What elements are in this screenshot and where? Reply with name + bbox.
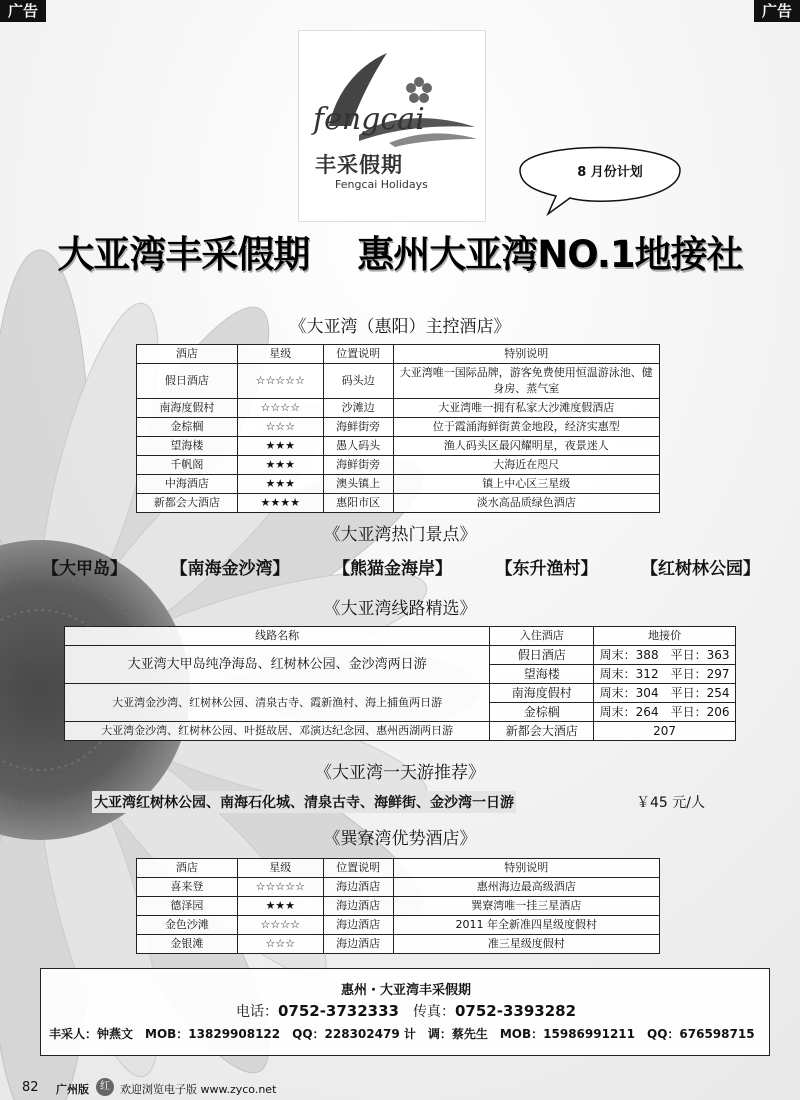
contact-people: 丰采人：钟燕文 MOB：13829908122 QQ：228302479 计 调：蔡先生 MOB：15986991211 QQ：676598715 (49, 1027, 755, 1041)
hotel-location: 惠阳市区 (323, 494, 393, 513)
xun-header-star: 星级 (237, 859, 323, 878)
table-row (137, 916, 660, 935)
hotel-note: 淡水高品质绿色酒店 (393, 494, 659, 513)
xun-hotel-note: 惠州海边最高级酒店 (393, 878, 659, 897)
hotel-star-rating: ☆☆☆☆ (237, 399, 323, 418)
section-title-spots: 《大亚湾热门景点》 (323, 525, 477, 545)
xun-hotel-name: 德泽园 (137, 897, 238, 916)
footer-website[interactable]: 欢迎浏览电子版 www.zyco.net (120, 1083, 277, 1096)
xun-hotel-star-rating: ★★★ (237, 897, 323, 916)
section-title-day-tour: 《大亚湾一天游推荐》 (315, 763, 485, 783)
table-row (65, 722, 736, 741)
section-title-xunliao: 《巽寮湾优势酒店》 (323, 829, 477, 849)
logo-script-text: fengcai (313, 102, 425, 137)
hotel-header-name: 酒店 (137, 345, 238, 364)
hotel-note: 位于霞涌海鲜街黄金地段，经济实惠型 (393, 418, 659, 437)
section-title-routes: 《大亚湾线路精选》 (323, 599, 477, 619)
hotel-location: 码头边 (323, 364, 393, 399)
xun-header-location: 位置说明 (323, 859, 393, 878)
table-row (137, 399, 660, 418)
edition-label: 广州版 (56, 1083, 89, 1096)
logo-emblem-icon (299, 31, 487, 149)
route-name: 大亚湾金沙湾、红树林公园、叶挺故居、邓演达纪念园、惠州西湖两日游 (65, 722, 490, 741)
day-tour-price: ￥45 元/人 (636, 795, 705, 811)
route-price: 周末：388 平日：363 (594, 646, 736, 665)
spot-item: 【红树林公园】 (641, 559, 760, 579)
hotel-star-rating: ★★★ (237, 437, 323, 456)
route-price: 周末：264 平日：206 (594, 703, 736, 722)
table-row (137, 364, 660, 399)
contact-box (40, 968, 770, 1056)
route-header-name: 线路名称 (65, 627, 490, 646)
hotel-note: 大亚湾唯一拥有私家大沙滩度假酒店 (393, 399, 659, 418)
route-hotel: 新都会大酒店 (490, 722, 594, 741)
page-headline: 大亚湾丰采假期 惠州大亚湾NO.1地接社 (57, 233, 743, 276)
hotel-star-rating: ★★★ (237, 475, 323, 494)
xun-hotel-note: 2011 年全新准四星级度假村 (393, 916, 659, 935)
xun-header-note: 特别说明 (393, 859, 659, 878)
xunliao-hotel-table (136, 858, 660, 954)
route-hotel: 望海楼 (490, 665, 594, 684)
xun-hotel-location: 海边酒店 (323, 935, 393, 954)
xun-hotel-star-rating: ☆☆☆☆ (237, 916, 323, 935)
hotel-star-rating: ★★★★ (237, 494, 323, 513)
hotel-note: 大亚湾唯一国际品牌，游客免费使用恒温游泳池、健身房、蒸气室 (393, 364, 659, 399)
table-row (137, 475, 660, 494)
xun-hotel-note: 准三星级度假村 (393, 935, 659, 954)
spot-item: 【东升渔村】 (495, 559, 598, 579)
hotel-location: 愚人码头 (323, 437, 393, 456)
route-price: 周末：304 平日：254 (594, 684, 736, 703)
route-header-price: 地接价 (594, 627, 736, 646)
xun-hotel-star-rating: ☆☆☆ (237, 935, 323, 954)
monthly-plan-bubble: 8 月份计划 (577, 165, 643, 180)
hotel-header-star: 星级 (237, 345, 323, 364)
hotel-name: 中海酒店 (137, 475, 238, 494)
route-name: 大亚湾大甲岛纯净海岛、红树林公园、金沙湾两日游 (65, 646, 490, 684)
hotel-note: 大海近在咫尺 (393, 456, 659, 475)
xun-hotel-note: 巽寮湾唯一挂三星酒店 (393, 897, 659, 916)
hotel-star-rating: ★★★ (237, 456, 323, 475)
hotel-star-rating: ☆☆☆ (237, 418, 323, 437)
hot-spots-list (0, 554, 800, 579)
phone-fax-line (41, 1001, 771, 1021)
table-row (137, 494, 660, 513)
hotel-location: 海鲜街旁 (323, 456, 393, 475)
route-hotel: 南海度假村 (490, 684, 594, 703)
table-row (137, 935, 660, 954)
ad-label-right: 广告 (754, 0, 800, 22)
company-name: 惠州・大亚湾丰采假期 (340, 983, 471, 998)
logo-chinese-name: 丰采假期 (315, 153, 403, 177)
table-row (137, 878, 660, 897)
table-row (137, 897, 660, 916)
day-tour-line: 大亚湾红树林公园、南海石化城、清泉古寺、海鲜街、金沙湾一日游 (92, 791, 516, 813)
xun-hotel-name: 喜来登 (137, 878, 238, 897)
hotel-star-rating: ☆☆☆☆☆ (237, 364, 323, 399)
hotel-name: 金棕榈 (137, 418, 238, 437)
route-price: 207 (594, 722, 736, 741)
page-number: 82 (22, 1080, 39, 1095)
xun-hotel-name: 金银滩 (137, 935, 238, 954)
table-row (137, 437, 660, 456)
table-row (65, 684, 736, 703)
hotel-table (136, 344, 660, 513)
page-footer (0, 1076, 800, 1100)
fax-label: 传真： (413, 1004, 455, 1020)
route-name: 大亚湾金沙湾、红树林公园、清泉古寺、霞新渔村、海上捕鱼两日游 (65, 684, 490, 722)
hotel-name: 千帆阁 (137, 456, 238, 475)
hotel-location: 沙滩边 (323, 399, 393, 418)
xun-hotel-location: 海边酒店 (323, 916, 393, 935)
spot-item: 【熊猫金海岸】 (333, 559, 452, 579)
xun-hotel-name: 金色沙滩 (137, 916, 238, 935)
xun-hotel-location: 海边酒店 (323, 878, 393, 897)
route-hotel: 金棕榈 (490, 703, 594, 722)
edition-badge-icon: 红 (96, 1078, 114, 1096)
xun-hotel-location: 海边酒店 (323, 897, 393, 916)
xun-hotel-star-rating: ☆☆☆☆☆ (237, 878, 323, 897)
logo-english-name: Fengcai Holidays (335, 178, 428, 191)
hotel-header-note: 特别说明 (393, 345, 659, 364)
hotel-name: 新都会大酒店 (137, 494, 238, 513)
table-row (137, 456, 660, 475)
fengcai-logo (298, 30, 486, 222)
route-price: 周末：312 平日：297 (594, 665, 736, 684)
fax-number: 0752-3393282 (455, 1002, 577, 1020)
xun-header-name: 酒店 (137, 859, 238, 878)
spot-item: 【南海金沙湾】 (170, 559, 290, 579)
hotel-name: 假日酒店 (137, 364, 238, 399)
hotel-location: 澳头镇上 (323, 475, 393, 494)
route-table (64, 626, 736, 741)
hotel-note: 渔人码头区最闪耀明星，夜景迷人 (393, 437, 659, 456)
hotel-name: 南海度假村 (137, 399, 238, 418)
hotel-note: 镇上中心区三星级 (393, 475, 659, 494)
tel-label: 电话： (235, 1004, 278, 1020)
spot-item: 【大甲岛】 (42, 559, 127, 579)
route-header-hotel: 入住酒店 (490, 627, 594, 646)
route-hotel: 假日酒店 (490, 646, 594, 665)
tel-number[interactable]: 0752-3732333 (277, 1002, 399, 1020)
table-row (137, 418, 660, 437)
ad-label-left: 广告 (0, 0, 46, 22)
hotel-name: 望海楼 (137, 437, 238, 456)
hotel-header-location: 位置说明 (323, 345, 393, 364)
table-row (65, 646, 736, 665)
section-title-hotels: 《大亚湾（惠阳）主控酒店》 (289, 317, 511, 337)
hotel-location: 海鲜街旁 (323, 418, 393, 437)
